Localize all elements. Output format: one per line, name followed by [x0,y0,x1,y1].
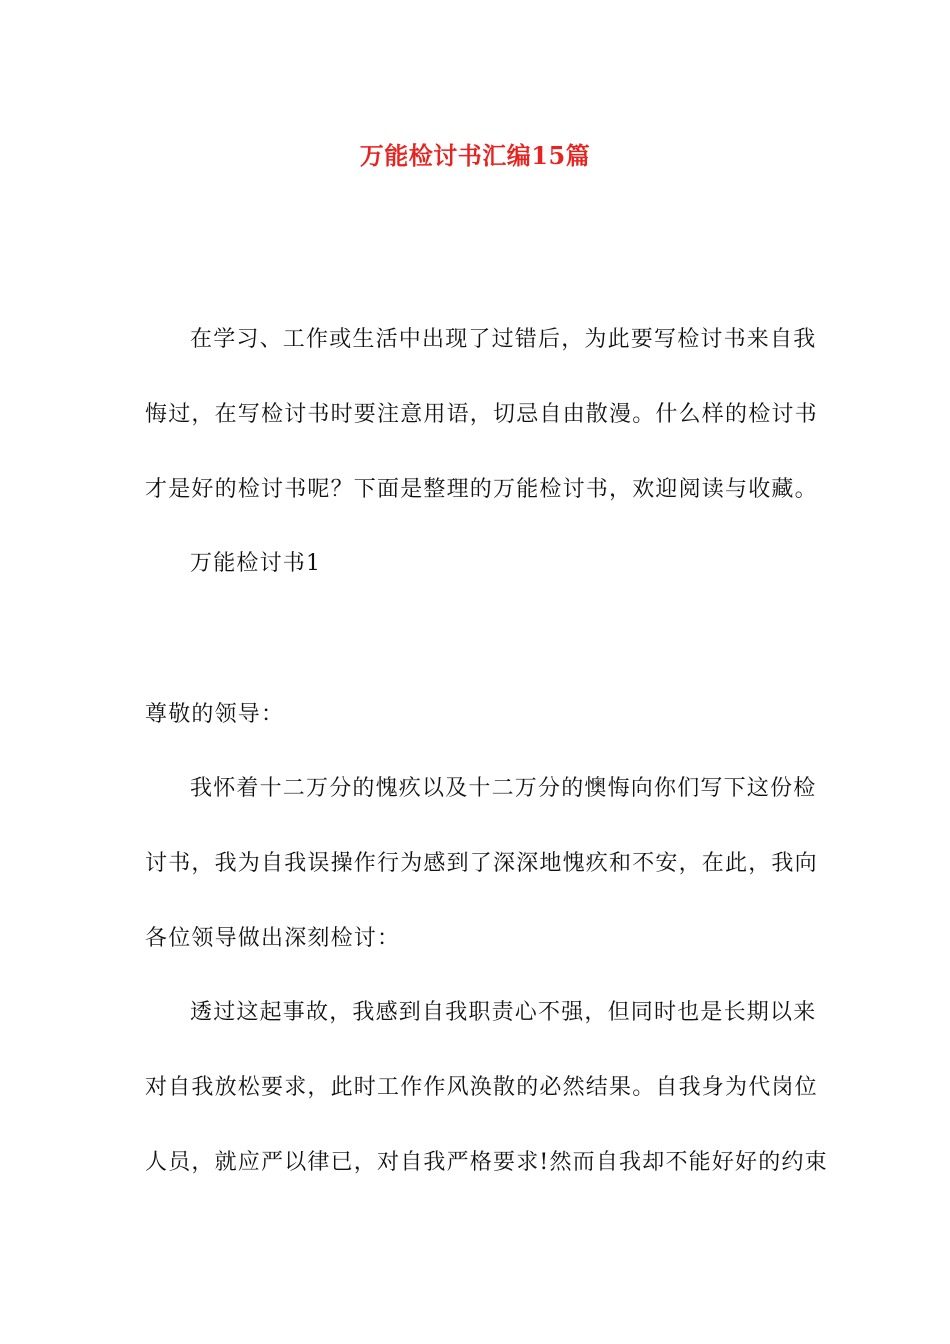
paragraph-line: 在学习、工作或生活中出现了过错后，为此要写检讨书来自我 [190,327,817,352]
salutation: 尊敬的领导： [145,702,285,727]
document-title: 万能检讨书汇编15篇 [359,141,591,170]
paragraph-line: 对自我放松要求，此时工作作风涣散的必然结果。自我身为代岗位 [145,1075,818,1100]
paragraph-line: 才是好的检讨书呢？下面是整理的万能检讨书，欢迎阅读与收藏。 [145,477,818,502]
paragraph-line: 悔过，在写检讨书时要注意用语，切忌自由散漫。什么样的检讨书 [145,402,818,427]
paragraph-line: 各位领导做出深刻检讨： [145,926,401,951]
paragraph-line: 人员，就应严以律已，对自我严格要求!然而自我却不能好好的约束 [145,1150,828,1175]
section-heading: 万能检讨书1 [190,551,322,576]
paragraph-line: 讨书，我为自我误操作行为感到了深深地愧疚和不安，在此，我向 [145,851,818,876]
paragraph-line: 我怀着十二万分的愧疚以及十二万分的懊悔向你们写下这份检 [190,776,817,801]
paragraph-line: 透过这起事故，我感到自我职责心不强，但同时也是长期以来 [190,1000,817,1025]
